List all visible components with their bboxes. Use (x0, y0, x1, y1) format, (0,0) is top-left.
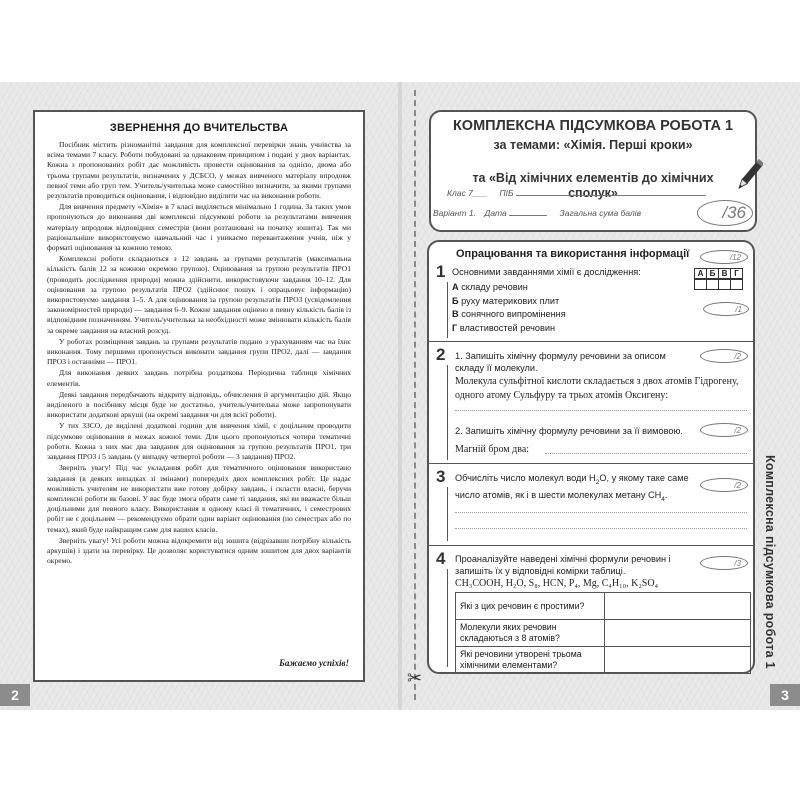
task-bar (447, 487, 448, 541)
work-subtitle-1: за темами: «Хімія. Перші кроки» (493, 138, 693, 152)
task2-score-oval-2[interactable]: /2 (700, 423, 748, 437)
task2-description: Молекула сульфітної кислоти складається з двох атомів Гідрогену, одного атому Сульфуру та трьох атомів Оксигену: (455, 376, 739, 401)
table-question: Які з цих речовин є простими? (456, 593, 605, 620)
paragraph: Посібник містить різноманітні завдання для комплексної перевірки знань учнівства за всіма темами 7 класу. Роботи побудовані за однаковим принципом і подані у двох варіантах. Кожна з пропонованих робіт дає можливість провести оцінювання за однією, двома або трьома групами результатів, визначених у ДСБСО, у межах вивченого матеріалу впродовж певної теми або груп тем. Учитель/учителька може самостійно визначити, за якими групами результатів проводиться оцінювання, і відповідно виділити час на виконання роботи. (47, 140, 351, 201)
table-answer-cell[interactable] (605, 620, 751, 647)
page-number-left: 2 (0, 684, 30, 706)
task4-formulas: CH₃COOH, H₂O, S₈, HCN, P₄, Mg, C₄H₁₀, K₂SO₄ (455, 578, 659, 589)
task-number: 3 (436, 467, 446, 486)
grid-header: Г (730, 268, 743, 279)
date-field[interactable] (509, 215, 547, 216)
table-row (456, 620, 751, 647)
work-subtitle-3: сполук» (568, 186, 618, 200)
task3-question: Обчисліть число молекул води $H_2O$, у якому таке саме число атомів, як і в шести молекулах метану $CH_4$. (455, 473, 689, 503)
work-subtitle-2: та «Від хімічних елементів до хімічних (472, 171, 714, 185)
task1-question: Основними завданнями хімії є дослідження: (452, 267, 641, 277)
table-answer-cell[interactable] (605, 593, 751, 620)
table-question: Молекули яких речовин складаються з 8 атомів? (456, 620, 605, 647)
answer-grid-cells (695, 279, 743, 290)
paragraph: Для виконання деяких завдань потрібна роздаткова Періодична таблиця хімічних елементів. (47, 368, 351, 388)
paragraph: Зверніть увагу! Під час укладання робіт для тематичного оцінювання використано завдання (в деяких випадках зі змінами) попередніх двох комплексних робіт. Це надає можливість учителям не використати вже готову добірку завдань, і скласти власні, беручи комплексні роботи як базові. У вас буде змога обрати саме ті завдання, які ви вважаєте більш доцільними для певного класу. Використання в одному класі й тематичних, і семестрових робіт не є доцільним — рекомендуємо обрати один варіант оцінювання (по семестрах або по темах), який буде найкращим саме для ваших класів. (47, 463, 351, 534)
table-row (456, 593, 751, 620)
divider (428, 463, 754, 464)
task2-compound-name: Магній бром два: (455, 444, 530, 455)
divider (428, 341, 754, 342)
table-row (456, 647, 751, 674)
task-bar (447, 569, 448, 667)
task-bar (447, 365, 448, 460)
date-label: Дата (484, 208, 507, 218)
option-a[interactable]: А складу речовин (452, 282, 528, 292)
task2-question2: 2. Запишіть хімічну формулу речовини за її вимовою. (455, 426, 683, 436)
divider (428, 545, 754, 546)
class-label: Клас 7___ (447, 188, 488, 198)
paragraph: Для вивчення предмету «Хімія» в 7 класі виділяється мінімально 1 година. За таких умов пропонуються до виконання дві комплексні підсумкові роботи за результатами вивчення матеріалу впродовж відповідних семестрів (вони розташовані на початку зошита). Так ми раціональніше використовуємо навчальний час і уникаємо перевантаження учнів, ніж у форматі оцінювання за кожною темою. (47, 202, 351, 253)
section-title: Опрацювання та використання інформації (456, 248, 690, 260)
task4-table (455, 592, 751, 674)
grid-header: Б (706, 268, 719, 279)
total-label: Загальна сума балів (559, 208, 642, 218)
cut-line (414, 90, 416, 700)
task4-score-oval[interactable]: /3 (700, 556, 748, 570)
task2-score-oval-1[interactable]: /2 (700, 349, 748, 363)
option-d[interactable]: Г властивостей речовин (452, 323, 556, 333)
paragraph: У роботах розміщення завдань за групами результатів подано з урахуванням час на їхнє виконання. Тому першими пропонується виконати завдання групи ПРО2, далі — завдання ПРО3 і останніми — ПРО1. (47, 336, 351, 367)
option-b[interactable]: Б руху материкових плит (452, 296, 560, 306)
name-field[interactable] (516, 195, 706, 196)
option-c[interactable]: В сонячного випромінення (452, 309, 566, 319)
table-answer-cell[interactable] (605, 647, 751, 674)
task3-score-oval[interactable]: /2 (700, 478, 748, 492)
task2-question1: 1. Запишіть хімічну формулу речовини за описом складу її молекули. (455, 351, 666, 373)
paragraph: Зверніть увагу! Усі роботи можна відокремити від зошита (відрізавши потрібну кількість аркушів) і здати на перевірку. Це дозволяє користуватися одним зошитом для двох варіантів окремо. (47, 535, 351, 566)
section-score-oval[interactable]: /12 (700, 250, 748, 264)
task1-score-oval[interactable]: /1 (703, 302, 749, 316)
closing-wish: Бажаємо успіхів! (279, 658, 349, 668)
task-number: 2 (436, 345, 446, 364)
answer-line[interactable] (545, 453, 747, 454)
task-number: 4 (436, 549, 446, 568)
work-title: КОМПЛЕКСНА ПІДСУМКОВА РОБОТА 1 (452, 118, 734, 134)
side-label-text: Комплексна підсумкова робота 1 (763, 455, 777, 669)
name-label: ПІБ (499, 188, 514, 198)
answer-line[interactable] (455, 410, 747, 411)
paragraph: Комплексні роботи складаються з 12 завдань за групами результатів (максимальна кількість балів 12 за кожною окремою групою). Оцінювання за групою результатів ПРО1 (проводить дослідження природи) можна здійснити, використовуючи завдання 10–12. Для оцінювання за групою результатів ПРО2 (здійснює пошук і опрацьовує інформацію) використовуємо завдання 1–5. А для оцінювання за групою результатів ПРО3 (усвідомлення закономірностей природи) — завдання 6–9. Кожне завдання оцінено в певну кількість балів із відповідним позначенням. Учитель/учителька за необхідності може змінювати кількість балів за окреме завдання на власний розсуд. (47, 254, 351, 335)
teacher-heading: ЗВЕРНЕННЯ ДО ВЧИТЕЛЬСТВА (109, 122, 289, 134)
pencil-icon (735, 157, 763, 197)
answer-grid-header (695, 268, 743, 279)
total-score-oval[interactable]: /36 (697, 200, 753, 226)
side-label (761, 455, 796, 677)
answer-line[interactable] (455, 512, 747, 513)
teacher-address-box (33, 110, 365, 682)
variant-label: Варіант 1. (433, 208, 476, 218)
paragraph: Деякі завдання передбачають відкриту відповідь, обчислення й аргументацію дій. Якщо виділеного в посібнику місця буде не достатньо, учитель/учителька може запропонувати використати додаткові аркуші (на окремі завдання чи для всієї роботи). (47, 389, 351, 420)
answer-cell[interactable] (730, 279, 743, 290)
scissors-icon: ✂ (407, 668, 423, 688)
page-number-right: 3 (770, 684, 800, 706)
answer-line[interactable] (455, 528, 747, 529)
task4-question: Проаналізуйте наведені хімічні формули речовин і запишіть їх у відповідні комірки таблиці. (455, 554, 671, 576)
task-number: 1 (436, 262, 446, 281)
paragraph: У тих ЗЗСО, де виділені додаткові години для вивчення хімії, є доцільним проводити підсумкове оцінювання в межах кожної теми. Для цього пропонуються чотири тематичні роботи. Кожна з них має два завдання для оцінювання за групою результатів ПРО1, три завдання ПРО3 і 5 завдань (у випадку четвертої роботи — 3 завдання) ПРО2. (47, 421, 351, 462)
grid-header: А (694, 268, 707, 279)
task-bar (447, 282, 448, 338)
table-question: Які речовини утворені трьома хімічними елементами? (456, 647, 605, 674)
grid-header: В (718, 268, 731, 279)
